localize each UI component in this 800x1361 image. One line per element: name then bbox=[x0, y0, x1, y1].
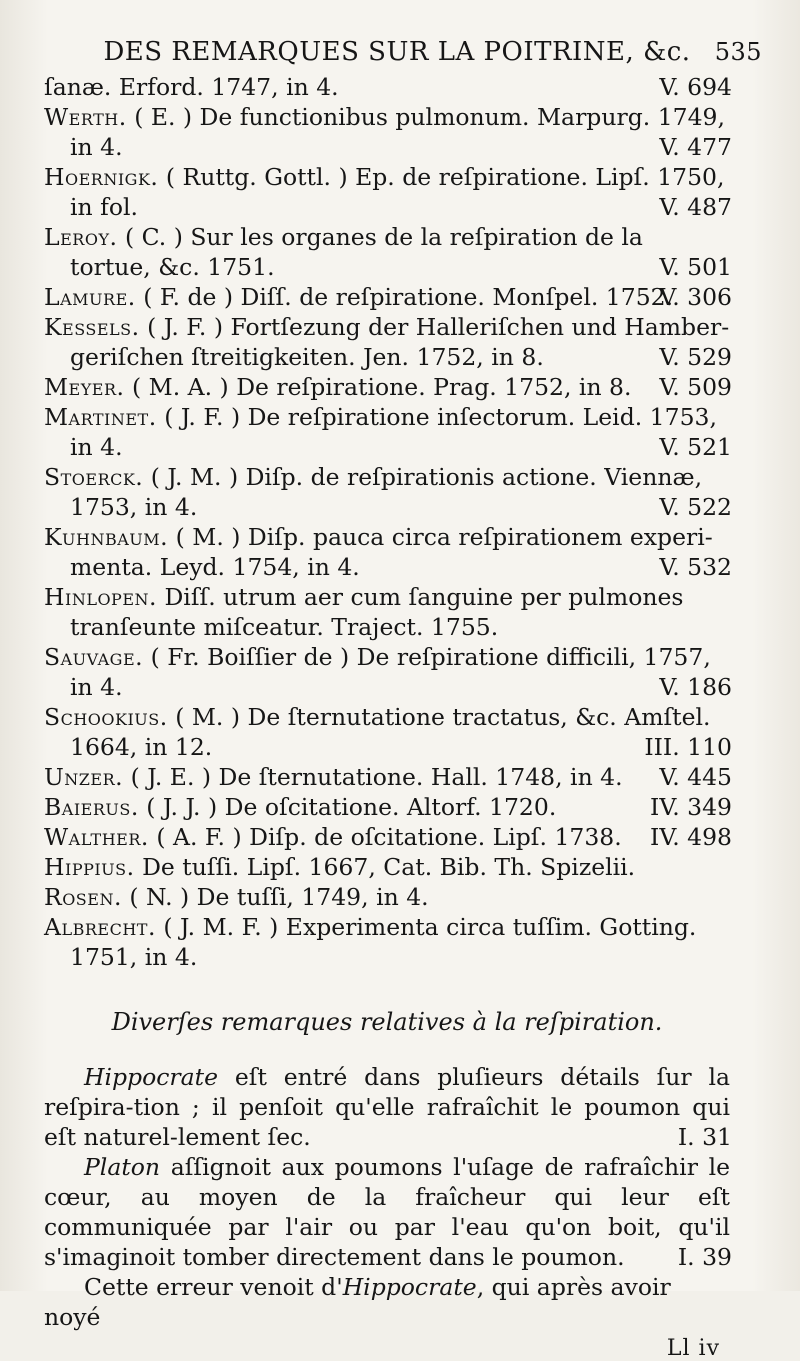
bibliography-entry bbox=[44, 762, 730, 792]
bibliography-entry bbox=[44, 162, 730, 222]
continuation-post: , qui après avoir noyé bbox=[44, 1273, 671, 1331]
entry-text: ( A. F. ) Diſp. de oſcitatione. Lipſ. 1738. bbox=[156, 823, 622, 851]
entry-author: Kessels. bbox=[44, 313, 140, 341]
entry-author: Kuhnbaum. bbox=[44, 523, 169, 551]
section-title: Diverſes remarques relatives à la reſpiration. bbox=[111, 1008, 663, 1036]
entry-text: ( F. de ) Diſſ. de reſpiratione. Monſpel. 1752. bbox=[143, 283, 674, 311]
entry-author: Martinet. bbox=[44, 403, 157, 431]
entry-text: ( Fr. Boiſſier de ) De reſpiratione difficili, 1757, in 4. bbox=[70, 643, 711, 701]
entry-text: ( N. ) De tuſſi, 1749, in 4. bbox=[129, 883, 429, 911]
remark-paragraph bbox=[44, 1152, 730, 1272]
bibliography-entry bbox=[44, 402, 730, 462]
bibliography-entry bbox=[44, 462, 730, 522]
bibliography-entry bbox=[44, 852, 730, 882]
paragraph-reference: I. 31 bbox=[677, 1123, 732, 1151]
paragraph-lead: Platon bbox=[84, 1153, 161, 1181]
entry-reference: V. 477 bbox=[659, 133, 732, 161]
bibliography-entry bbox=[44, 522, 730, 582]
entry-author: Rosen. bbox=[44, 883, 122, 911]
bibliography-entry bbox=[44, 372, 730, 402]
entry-author: Schookius. bbox=[44, 703, 168, 731]
entry-author: Walther. bbox=[44, 823, 149, 851]
entry-text: ( J. J. ) De oſcitatione. Altorf. 1720. bbox=[146, 793, 557, 821]
entry-author: Hoernigk. bbox=[44, 163, 159, 191]
entry-text: ( E. ) De functionibus pulmonum. Marpurg. 1749, in 4. bbox=[70, 103, 725, 161]
bibliography-entry bbox=[44, 582, 730, 642]
entry-reference: V. 521 bbox=[659, 433, 732, 461]
entry-author: Unzer. bbox=[44, 763, 124, 791]
bibliography-entry bbox=[44, 702, 730, 762]
paragraph-reference: I. 39 bbox=[677, 1243, 732, 1271]
continuation-line bbox=[44, 1272, 730, 1332]
bibliography-entry bbox=[44, 72, 730, 102]
paragraph-list bbox=[44, 1062, 730, 1272]
entry-text: Diſſ. utrum aer cum ſanguine per pulmones tranſeunte miſceatur. Traject. 1755. bbox=[70, 583, 684, 641]
bibliography-entry bbox=[44, 882, 730, 912]
entry-text: ( J. M. ) Diſp. de reſpirationis actione. Viennæ, 1753, in 4. bbox=[70, 463, 703, 521]
bibliography-entry bbox=[44, 642, 730, 702]
entry-text: ( Ruttg. Gottl. ) Ep. de reſpiratione. Lipſ. 1750, in fol. bbox=[70, 163, 725, 221]
continuation-italic: Hippocrate bbox=[342, 1273, 477, 1301]
entry-reference: V. 529 bbox=[659, 343, 732, 371]
entry-reference: V. 445 bbox=[659, 763, 732, 791]
entry-reference: V. 694 bbox=[659, 73, 732, 101]
entry-author: Stoerck. bbox=[44, 463, 144, 491]
entry-reference: V. 501 bbox=[659, 253, 732, 281]
bibliography-list bbox=[44, 72, 730, 972]
running-head-title: DES REMARQUES SUR LA POITRINE, &c. bbox=[103, 37, 691, 67]
entry-text: ( M. ) Diſp. pauca circa reſpirationem experi-menta. Leyd. 1754, in 4. bbox=[70, 523, 713, 581]
entry-author: Albrecht. bbox=[44, 913, 156, 941]
bibliography-entry bbox=[44, 102, 730, 162]
entry-reference: V. 306 bbox=[659, 283, 732, 311]
bibliography-entry bbox=[44, 912, 730, 972]
entry-author: Sauvage. bbox=[44, 643, 144, 671]
entry-reference: III. 110 bbox=[644, 733, 732, 761]
paragraph-lead: Hippocrate bbox=[84, 1063, 219, 1091]
entry-author: Lamure. bbox=[44, 283, 136, 311]
entry-reference: IV. 349 bbox=[650, 793, 732, 821]
remark-paragraph bbox=[44, 1062, 730, 1152]
entry-reference: V. 509 bbox=[659, 373, 732, 401]
continuation-pre: Cette erreur venoit d' bbox=[84, 1273, 343, 1301]
entry-text: ( J. M. F. ) Experimenta circa tuſſim. Gotting. 1751, in 4. bbox=[70, 913, 697, 971]
paragraph-text: eſt entré dans pluſieurs détails ſur la reſpira-tion ; il penſoit qu'elle rafraîchit le poumon qui eſt naturel-lement ſec. bbox=[44, 1063, 730, 1151]
entry-reference: V. 487 bbox=[659, 193, 732, 221]
entry-author: Werth. bbox=[44, 103, 127, 131]
entry-author: Hinlopen. bbox=[44, 583, 157, 611]
entry-text: ( J. F. ) Fortſezung der Halleriſchen und Hamber-geriſchen ſtreitigkeiten. Jen. 1752, in 8. bbox=[70, 313, 730, 371]
entry-text: ( M. A. ) De reſpiratione. Prag. 1752, in 8. bbox=[132, 373, 632, 401]
bibliography-entry bbox=[44, 222, 730, 282]
entry-author: Leroy. bbox=[44, 223, 118, 251]
entry-reference: V. 522 bbox=[659, 493, 732, 521]
entry-text: De tuſſi. Lipſ. 1667, Cat. Bib. Th. Spizelii. bbox=[142, 853, 636, 881]
entry-text: ſanæ. Erford. 1747, in 4. bbox=[44, 73, 339, 101]
entry-reference: IV. 498 bbox=[650, 823, 732, 851]
page-number: 535 bbox=[714, 38, 762, 66]
bibliography-entry bbox=[44, 792, 730, 822]
entry-text: ( C. ) Sur les organes de la reſpiration de la tortue, &c. 1751. bbox=[70, 223, 643, 281]
entry-text: ( M. ) De ſternutatione tractatus, &c. Amſtel. 1664, in 12. bbox=[70, 703, 711, 761]
entry-author: Baierus. bbox=[44, 793, 139, 821]
paragraph-text: aſſignoit aux poumons l'uſage de rafraîchir le cœur, au moyen de la fraîcheur qui leur eſt communiquée par l'air ou par l'eau qu'on boit, qu'il s'imaginoit tomber directement dans le poumon. bbox=[44, 1153, 730, 1271]
bibliography-entry bbox=[44, 282, 730, 312]
entry-text: ( J. F. ) De reſpiratione inſectorum. Leid. 1753, in 4. bbox=[70, 403, 717, 461]
bibliography-entry bbox=[44, 312, 730, 372]
running-head bbox=[64, 34, 762, 70]
entry-author: Meyer. bbox=[44, 373, 125, 401]
entry-author: Hippius. bbox=[44, 853, 135, 881]
entry-reference: V. 186 bbox=[659, 673, 732, 701]
entry-text: ( J. E. ) De ſternutatione. Hall. 1748, in 4. bbox=[130, 763, 623, 791]
bibliography-entry bbox=[44, 822, 730, 852]
entry-reference: V. 532 bbox=[659, 553, 732, 581]
signature-mark: Ll iv bbox=[666, 1336, 720, 1361]
